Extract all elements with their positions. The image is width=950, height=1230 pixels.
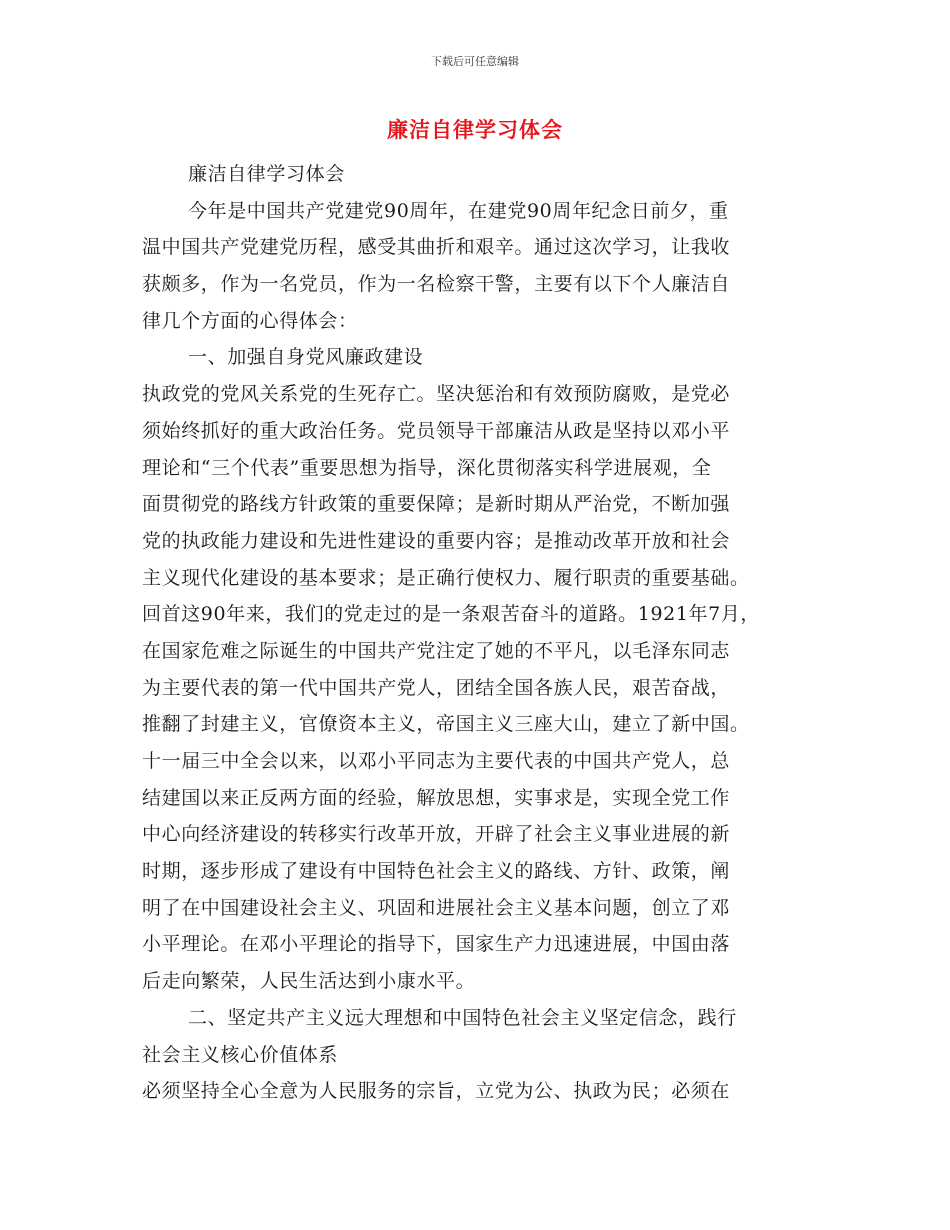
- paragraph-line: 获颇多，作为一名党员，作为一名检察干警，主要有以下个人廉洁自: [142, 273, 731, 296]
- document-title: 廉洁自律学习体会: [387, 118, 563, 142]
- body-subtitle: 廉洁自律学习体会: [188, 163, 345, 185]
- paragraph-line: 理论和“三个代表”重要思想为指导，深化贯彻落实科学进展观，全: [142, 456, 712, 479]
- document-body: [142, 156, 812, 1110]
- paragraph-line: 小平理论。在邓小平理论的指导下，国家生产力迅速进展，中国由落: [142, 933, 731, 956]
- paragraph-line: 结建国以来正反两方面的经验，解放思想，实事求是，实现全党工作: [142, 786, 731, 809]
- paragraph-line: 在国家危难之际诞生的中国共产党注定了她的不平凡，以毛泽东同志: [142, 639, 731, 662]
- paragraph-line: 律几个方面的心得体会：: [142, 309, 358, 332]
- paragraph-line: 中心向经济建设的转移实行改革开放，开辟了社会主义事业进展的新: [142, 823, 731, 846]
- paragraph-line: 必须坚持全心全意为人民服务的宗旨，立党为公、执政为民；必须在: [142, 1080, 731, 1103]
- section-heading-2-continued: 社会主义核心价值体系: [142, 1043, 339, 1066]
- section-heading-1: 一、加强自身党风廉政建设: [188, 346, 424, 369]
- paragraph-line: 执政党的党风关系党的生死存亡。坚决惩治和有效预防腐败，是党必: [142, 383, 731, 406]
- paragraph-line: 为主要代表的第一代中国共产党人，团结全国各族人民，艰苦奋战，: [142, 676, 731, 699]
- paragraph-line: 党的执政能力建设和先进性建设的重要内容；是推动改革开放和社会: [142, 529, 731, 552]
- paragraph-line: 温中国共产党建党历程，感受其曲折和艰辛。通过这次学习，让我收: [142, 236, 731, 259]
- section-heading-2: 二、坚定共产主义远大理想和中国特色社会主义坚定信念，践行: [188, 1006, 737, 1029]
- paragraph-line: 十一届三中全会以来，以邓小平同志为主要代表的中国共产党人，总: [142, 750, 731, 772]
- paragraph-line: 回首这90年来，我们的党走过的是一条艰苦奋斗的道路。1921年7月，: [142, 603, 761, 626]
- page-header-note: 下载后可任意编辑: [431, 55, 519, 68]
- paragraph-line: 须始终抓好的重大政治任务。党员领导干部廉洁从政是坚持以邓小平: [142, 419, 731, 442]
- paragraph-line: 主义现代化建设的基本要求；是正确行使权力、履行职责的重要基础。: [142, 566, 750, 589]
- paragraph-line: 时期，逐步形成了建设有中国特色社会主义的路线、方针、政策，阐: [142, 860, 731, 883]
- paragraph-line: 明了在中国建设社会主义、巩固和进展社会主义基本问题，创立了邓: [142, 896, 731, 919]
- paragraph-line: 推翻了封建主义，官僚资本主义，帝国主义三座大山，建立了新中国。: [142, 713, 750, 736]
- paragraph-line: 面贯彻党的路线方针政策的重要保障；是新时期从严治党，不断加强: [142, 493, 731, 516]
- paragraph-line: 今年是中国共产党建党90周年，在建党90周年纪念日前夕，重: [188, 199, 729, 222]
- paragraph-line: 后走向繁荣，人民生活达到小康水平。: [142, 970, 476, 993]
